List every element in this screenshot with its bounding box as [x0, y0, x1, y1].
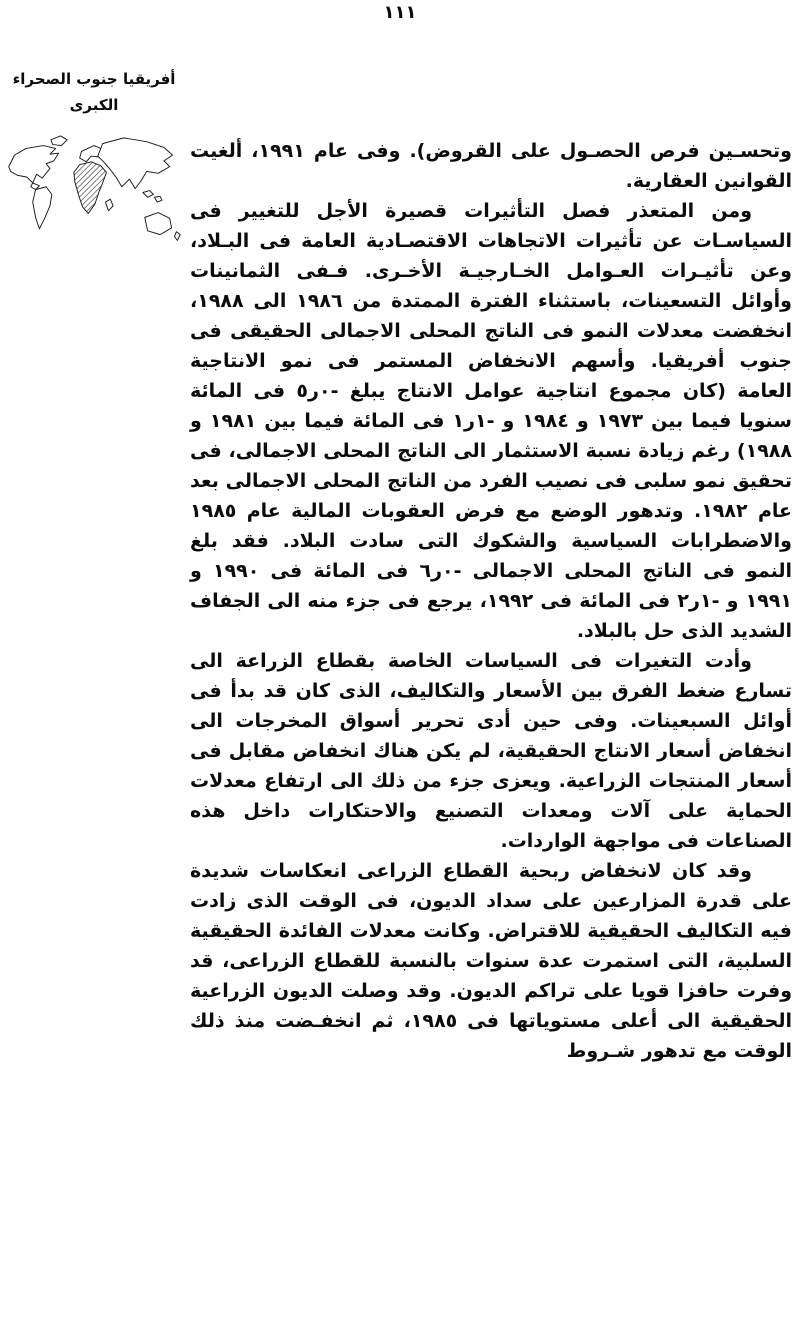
paragraph: وتحسـين فرص الحصـول على القروض). وفى عام ١٩٩١، ألغيت القوانين العقارية. [190, 140, 792, 192]
margin-sidebar [0, 66, 188, 252]
sidebar-heading-line2: الكبرى [69, 96, 119, 114]
world-map-icon [0, 132, 188, 252]
sidebar-heading-line1: أفريقيا جنوب الصحراء [12, 70, 176, 88]
page-number: ١١١ [383, 2, 417, 23]
body-text [190, 136, 792, 1066]
sidebar-heading [0, 66, 188, 118]
paragraph: ومن المتعذر فصل التأثيرات قصيرة الأجل للتغيير فى السياسـات عن تأثيرات الاتجاهات الاقتصـادية العامة فى البـلاد، وعن تأثيـرات العـوامل الخـارجيـة الأخـرى. فـفى الثمانينات وأوائل التسعينات، باستثناء الفترة الممتدة من ١٩٨٦ الى ١٩٨٨، انخفضت معدلات النمو فى الناتج المحلى الاجمالى الحقيقى فى جنوب أفريقيا. وأسهم الانخفاض المستمر فى نمو الانتاجية العامة (كان مجموع انتاجية عوامل الانتاج يبلغ -٠ر٥ فى المائة سنويا فيما بين ١٩٧٣ و ١٩٨٤ و -١ر١ فى المائة فيما بين ١٩٨١ و ١٩٨٨) رغم زيادة نسبة الاستثمار الى الناتج المحلى الاجمالى، فى تحقيق نمو سلبى فى نصيب الفرد من الناتج المحلى الاجمالى بعد عام ١٩٨٢. وتدهور الوضع مع فرض العقوبات المالية عام ١٩٨٥ والاضطرابات السياسية والشكوك التى سادت البلاد. فقد بلغ النمو فى الناتج المحلى الاجمالى -٠ر٦ فى المائة فى ١٩٩٠ و ١٩٩١ و -١ر٢ فى المائة فى ١٩٩٢، يرجع فى جزء منه الى الجفاف الشديد الذى حل بالبلاد. [190, 200, 792, 642]
paragraph: وأدت التغيرات فى السياسات الخاصة بقطاع الزراعة الى تسارع ضغط الفرق بين الأسعار والتكاليف، الذى كان قد بدأ فى أوائل السبعينات. وفى حين أدى تحرير أسواق المخرجات الى انخفاض أسعار الانتاج الحقيقية، لم يكن هناك انخفاض مقابل فى أسعار المنتجات الزراعية. ويعزى جزء من ذلك الى ارتفاع معدلات الحماية على آلات ومعدات التصنيع والاحتكارات داخل هذه الصناعات فى مواجهة الواردات. [190, 650, 792, 852]
paragraph: وقد كان لانخفاض ربحية القطاع الزراعى انعكاسات شديدة على قدرة المزارعين على سداد الديون، فى الوقت الذى زادت فيه التكاليف الحقيقية للاقتراض. وكانت معدلات الفائدة الحقيقية السلبية، التى استمرت عدة سنوات بالنسبة للقطاع الزراعى، قد وفرت حافزا قويا على تراكم الديون. وقد وصلت الديون الزراعية الحقيقية الى أعلى مستوياتها فى ١٩٨٥، ثم انخفـضت منذ ذلك الوقت مع تدهور شـروط [190, 860, 792, 1062]
